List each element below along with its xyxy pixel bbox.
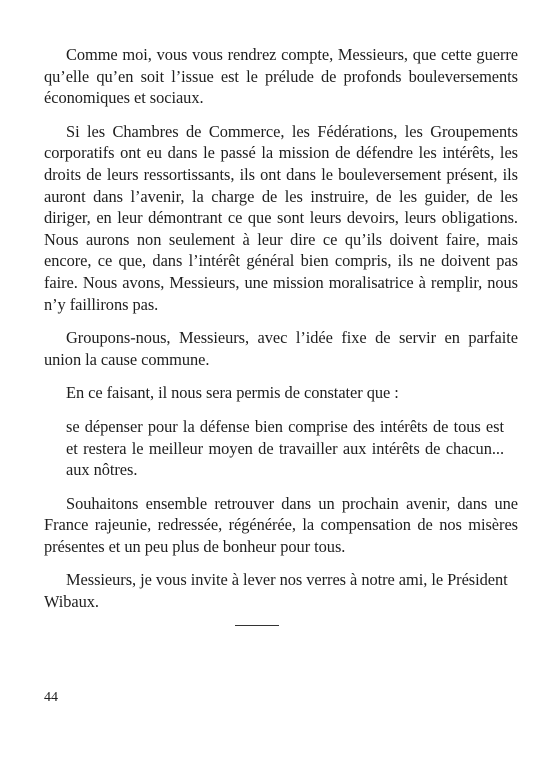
paragraph-7: Messieurs, je vous invite à lever nos verres à notre ami, le Président Wibaux. bbox=[44, 570, 508, 612]
closing-rule-divider bbox=[235, 625, 279, 626]
paragraph-4: En ce faisant, il nous sera permis de constater que : bbox=[66, 383, 399, 403]
paragraph-3: Groupons-nous, Messieurs, avec l’idée fixe de servir en parfaite union la cause commune. bbox=[44, 328, 518, 369]
paragraph-5-indented-quote: se dépenser pour la défense bien comprise des intérêts de tous est et restera le meilleur moyen de travailler aux intérêts de chacun... aux nôtres. bbox=[66, 416, 504, 480]
page-number: 44 bbox=[44, 690, 58, 705]
paragraph-6: Souhaitons ensemble retrouver dans un prochain avenir, dans une France rajeunie, redressée, régénérée, la compensation de nos misères présentes et un peu plus de bonheur pour tous. bbox=[44, 493, 518, 556]
body-text bbox=[44, 44, 518, 625]
paragraph-2: Si les Chambres de Commerce, les Fédérations, les Groupements corporatifs ont eu dans le passé la mission de défendre les intérêts, les droits de leurs ressortissants, ils ont dans le bouleversement présent, ils auront dans l’avenir, la charge de les instruire, de les guider, de les diriger, en leur démontrant ce que sont leurs devoirs, leurs obligations. Nous aurons non seulement à leur dire ce qu’ils doivent faire, mais encore, ce que, dans l’intérêt général bien compris, ils ne doivent pas faire. Nous avons, Messieurs, une mission moralisatrice à remplir, nous n’y faillirons pas. bbox=[44, 121, 518, 314]
paragraph-1: Comme moi, vous vous rendrez compte, Messieurs, que cette guerre qu’elle qu’en soit l’issue est le prélude de profonds bouleversements économiques et sociaux. bbox=[44, 45, 518, 108]
